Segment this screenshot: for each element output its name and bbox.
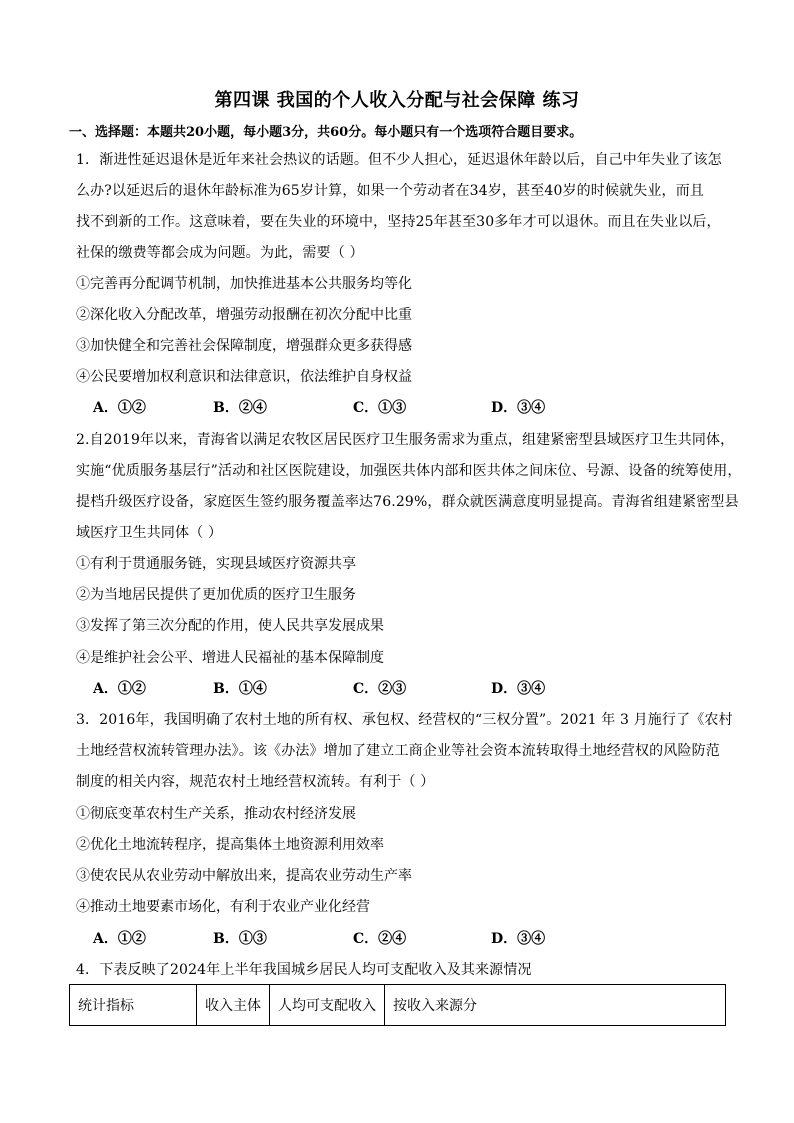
choice-b[interactable]: B．①③ (213, 931, 267, 947)
question-3-option: ②优化土地流转程序，提高集体土地资源利用效率 (76, 837, 384, 853)
table-header-cell: 收入主体 (197, 985, 270, 1026)
question-1-option: ④公民要增加权利意识和法律意识，依法维护自身权益 (76, 369, 412, 385)
section-header: 一、选择题：本题共20小题，每小题3分，共60分。每小题只有一个选项符合题目要求。 (69, 125, 583, 140)
table-header-cell: 统计指标 (70, 985, 197, 1026)
choice-c[interactable]: C．②④ (353, 931, 407, 947)
question-2-stem-line: 提档升级医疗设备，家庭医生签约服务覆盖率达76.29%，群众就医满意度明显提高。青海省组建紧密型县 (76, 494, 739, 510)
question-1-option: ③加快健全和完善社会保障制度，增强群众更多获得感 (76, 338, 412, 354)
question-2-option: ③发挥了第三次分配的作用，使人民共享发展成果 (76, 618, 384, 634)
question-1-option: ①完善再分配调节机制，加快推进基本公共服务均等化 (76, 276, 412, 292)
question-1-stem-line: 社保的缴费等都会成为问题。为此，需要（ ） (76, 245, 364, 261)
choice-b[interactable]: B．①④ (213, 681, 267, 697)
question-3-stem-line: 3．2016年，我国明确了农村土地的所有权、承包权、经营权的“三权分置”。2021 年 3 月施行了《农村 (76, 712, 733, 728)
choice-c[interactable]: C．②③ (353, 681, 407, 697)
choice-a[interactable]: A．①② (93, 931, 146, 947)
question-1-stem-line: 么办?以延迟后的退休年龄标准为65岁计算，如果一个劳动者在34岁，甚至40岁的时候就失业，而且 (76, 183, 704, 199)
question-3-stem-line: 制度的相关内容，规范农村土地经营权流转。有利于（ ） (76, 774, 435, 790)
question-2-option: ④是维护社会公平、增进人民福祉的基本保障制度 (76, 650, 384, 666)
choice-d[interactable]: D．③④ (491, 400, 546, 416)
question-2-stem-line: 实施“优质服务基层行”活动和社区医院建设，加强医共体内部和医共体之间床位、号源、设备的统筹使用， (76, 463, 742, 479)
question-2-option: ①有利于贯通服务链，实现县域医疗资源共享 (76, 556, 356, 572)
question-3-option: ④推动土地要素市场化，有利于农业产业化经营 (76, 899, 370, 915)
table-header-row (70, 985, 726, 1026)
question-2-stem-line: 2.自2019年以来，青海省以满足农牧区居民医疗卫生服务需求为重点，组建紧密型县域医疗卫生共同体， (76, 432, 735, 448)
question-4-stem-line: 4．下表反映了2024年上半年我国城乡居民人均可支配收入及其来源情况 (76, 962, 532, 978)
table-header-cell: 按收入来源分 (385, 985, 726, 1026)
question-1-option: ②深化收入分配改革，增强劳动报酬在初次分配中比重 (76, 307, 412, 323)
choice-d[interactable]: D．③④ (491, 931, 546, 947)
question-1-stem-line: 1．渐进性延迟退休是近年来社会热议的话题。但不少人担心，延迟退休年龄以后，自己中年失业了该怎 (76, 152, 722, 168)
table-header-cell: 人均可支配收入 (270, 985, 385, 1026)
choice-a[interactable]: A．①② (93, 400, 146, 416)
income-table (69, 984, 726, 1026)
question-3-option: ①彻底变革农村生产关系，推动农村经济发展 (76, 806, 356, 822)
choice-c[interactable]: C．①③ (353, 400, 407, 416)
page-title: 第四课 我国的个人收入分配与社会保障 练习 (214, 90, 580, 111)
question-3-option: ③使农民从农业劳动中解放出来，提高农业劳动生产率 (76, 868, 412, 884)
question-1-stem-line: 找不到新的工作。这意味着，要在失业的环境中，坚持25年甚至30多年才可以退休。而且在失业以后， (76, 214, 721, 230)
question-3-stem-line: 土地经营权流转管理办法》。该《办法》增加了建立工商企业等社会资本流转取得土地经营权的风险防范 (76, 743, 720, 759)
choice-b[interactable]: B．②④ (213, 400, 267, 416)
choice-d[interactable]: D．③④ (491, 681, 546, 697)
question-2-option: ②为当地居民提供了更加优质的医疗卫生服务 (76, 587, 356, 603)
choice-a[interactable]: A．①② (93, 681, 146, 697)
question-2-stem-line: 域医疗卫生共同体（ ） (76, 525, 223, 541)
